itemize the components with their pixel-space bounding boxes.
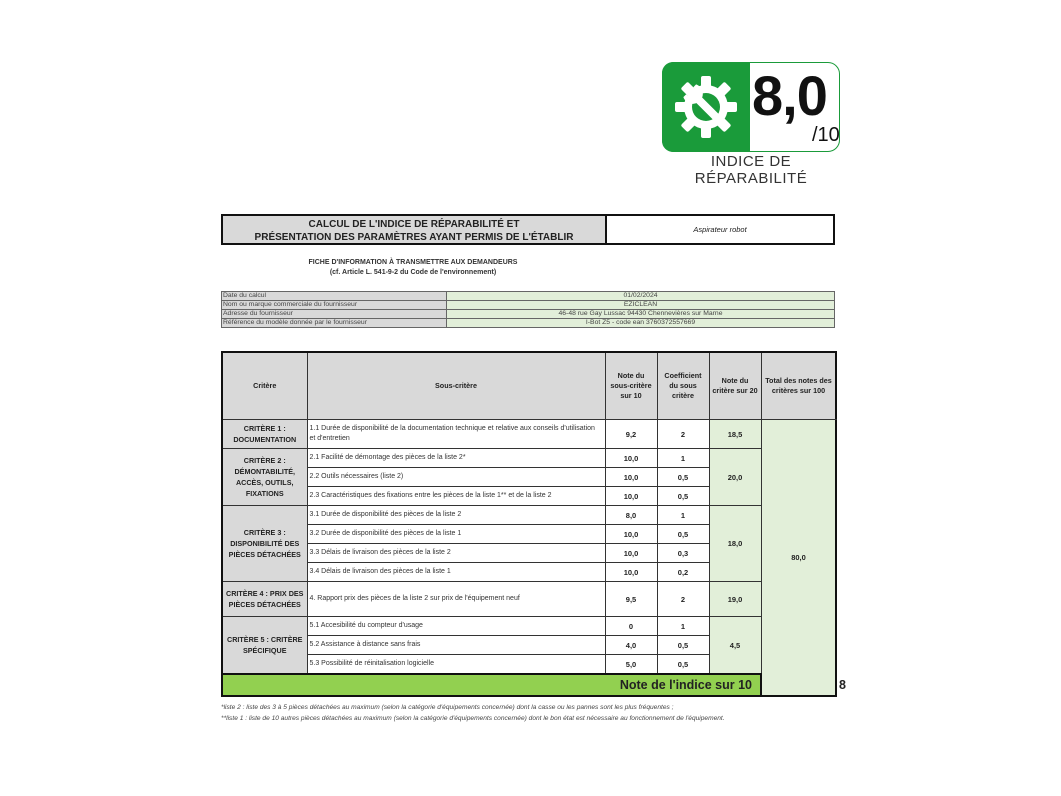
logo-denominator: /10 (812, 124, 840, 146)
subcriterion-label: 2.2 Outils nécessaires (liste 2) (307, 468, 605, 487)
subcriterion-note: 10,0 (605, 525, 657, 544)
gear-wrench-icon (671, 72, 741, 142)
subcriterion-note: 10,0 (605, 449, 657, 468)
header-sous-critere: Sous-critère (307, 352, 605, 420)
subcriterion-label: 2.3 Caractéristiques des fixations entre les pièces de la liste 1** et de la liste 2 (307, 487, 605, 506)
subcriterion-coef: 1 (657, 506, 709, 525)
criterion-2-note: 20,0 (709, 449, 761, 506)
subcriterion-coef: 0,5 (657, 655, 709, 675)
table-header-row (222, 352, 836, 420)
logo-caption: INDICE DE RÉPARABILITÉ (694, 153, 808, 187)
info-label: Référence du modèle donnée par le fournisseur (222, 319, 447, 328)
criterion-3-name: CRITÈRE 3 : DISPONIBILITÉ DES PIÈCES DÉTACHÉES (222, 506, 307, 582)
product-type: Aspirateur robot (693, 225, 747, 234)
title-line-1: CALCUL DE L'INDICE DE RÉPARABILITÉ ET (308, 219, 520, 230)
document-subtitle (222, 258, 604, 278)
subcriterion-label: 4. Rapport prix des pièces de la liste 2 sur prix de l'équipement neuf (307, 582, 605, 617)
info-value: I-Bot Z5 - code ean 3760372557669 (447, 319, 835, 328)
subcriterion-label: 3.1 Durée de disponibilité des pièces de la liste 2 (307, 506, 605, 525)
table-row (222, 420, 836, 449)
info-row (222, 310, 835, 319)
subcriterion-note: 10,0 (605, 544, 657, 563)
document-header (221, 214, 835, 245)
info-row (222, 319, 835, 328)
subtitle-line-1: FICHE D'INFORMATION À TRANSMETTRE AUX DEMANDEURS (308, 259, 518, 266)
subtitle-line-2: (cf. Article L. 541-9-2 du Code de l'environnement) (329, 269, 497, 276)
header-coefficient: Coefficient du sous critère (657, 352, 709, 420)
subcriterion-label: 2.1 Facilité de démontage des pièces de la liste 2* (307, 449, 605, 468)
subcriterion-label: 5.2 Assistance à distance sans frais (307, 636, 605, 655)
subcriterion-label: 3.3 Délais de livraison des pièces de la liste 2 (307, 544, 605, 563)
document-title (223, 216, 607, 243)
header-note-critere: Note du critère sur 20 (709, 352, 761, 420)
subcriterion-coef: 1 (657, 617, 709, 636)
total-score: 80,0 (761, 420, 836, 697)
footnote-list-1: **liste 1 : liste de 10 autres pièces détachées au maximum (selon la catégorie d'équipements concernée) dont le bon état est nécessaire au fonctionnement de l'équipement. (221, 715, 725, 722)
subcriterion-coef: 0,5 (657, 636, 709, 655)
subcriterion-note: 10,0 (605, 468, 657, 487)
subcriterion-note: 0 (605, 617, 657, 636)
subcriterion-note: 4,0 (605, 636, 657, 655)
header-critere: Critère (222, 352, 307, 420)
subcriterion-coef: 2 (657, 582, 709, 617)
subcriterion-label: 1.1 Durée de disponibilité de la documentation technique et relative aux conseils d'utilisation et d'entretien (307, 420, 605, 449)
subcriterion-label: 5.1 Accesibilité du compteur d'usage (307, 617, 605, 636)
subcriterion-label: 3.2 Durée de disponibilité des pièces de la liste 1 (307, 525, 605, 544)
info-value: 46-48 rue Gay Lussac 94430 Chennevières sur Marne (447, 310, 835, 319)
repairability-score-table (221, 351, 846, 697)
info-value: 01/02/2024 (447, 292, 835, 301)
logo-green-panel (662, 62, 750, 152)
header-note-sous-critere: Note du sous-critère sur 10 (605, 352, 657, 420)
supplier-info-table (221, 291, 835, 328)
subcriterion-coef: 2 (657, 420, 709, 449)
subcriterion-note: 8,0 (605, 506, 657, 525)
info-value: EZICLEAN (447, 301, 835, 310)
subcriterion-coef: 0,5 (657, 525, 709, 544)
info-row (222, 292, 835, 301)
subcriterion-note: 10,0 (605, 487, 657, 506)
subcriterion-note: 9,5 (605, 582, 657, 617)
info-label: Adresse du fournisseur (222, 310, 447, 319)
subcriterion-label: 3.4 Délais de livraison des pièces de la liste 1 (307, 563, 605, 582)
final-score-label: Note de l'indice sur 10 (222, 674, 761, 696)
criterion-2-name: CRITÈRE 2 : DÉMONTABILITÉ, ACCÈS, OUTILS, FIXATIONS (222, 449, 307, 506)
criterion-3-note: 18,0 (709, 506, 761, 582)
subcriterion-coef: 0,2 (657, 563, 709, 582)
subcriterion-coef: 0,5 (657, 487, 709, 506)
criterion-4-name: CRITÈRE 4 : PRIX DES PIÈCES DÉTACHÉES (222, 582, 307, 617)
criterion-5-name: CRITÈRE 5 : CRITÈRE SPÉCIFIQUE (222, 617, 307, 675)
final-score-row: Note de l'indice sur 10 8 (222, 674, 836, 696)
info-label: Date du calcul (222, 292, 447, 301)
logo-score: 8,0 (752, 64, 827, 127)
info-row (222, 301, 835, 310)
title-line-2: PRÉSENTATION DES PARAMÈTRES AYANT PERMIS DE L'ÉTABLIR (254, 232, 574, 243)
subcriterion-note: 9,2 (605, 420, 657, 449)
subcriterion-note: 10,0 (605, 563, 657, 582)
table-row (222, 582, 836, 617)
criterion-1-note: 18,5 (709, 420, 761, 449)
subcriterion-coef: 1 (657, 449, 709, 468)
table-row (222, 449, 836, 468)
subcriterion-coef: 0,5 (657, 468, 709, 487)
header-total: Total des notes des critères sur 100 (761, 352, 836, 420)
criterion-1-name: CRITÈRE 1 : DOCUMENTATION (222, 420, 307, 449)
criterion-5-note: 4,5 (709, 617, 761, 675)
subcriterion-coef: 0,3 (657, 544, 709, 563)
table-row (222, 617, 836, 636)
subcriterion-note: 5,0 (605, 655, 657, 675)
subcriterion-label: 5.3 Possibilité de réinitalisation logicielle (307, 655, 605, 675)
info-label: Nom ou marque commerciale du fournisseur (222, 301, 447, 310)
repairability-logo (662, 62, 840, 187)
footnotes (221, 702, 821, 724)
footnote-list-2: *liste 2 : liste des 3 à 5 pièces détachées au maximum (selon la catégorie d'équipements concernée) dont la casse ou les pannes sont les plus fréquentes ; (221, 704, 674, 711)
table-row (222, 506, 836, 525)
criterion-4-note: 19,0 (709, 582, 761, 617)
